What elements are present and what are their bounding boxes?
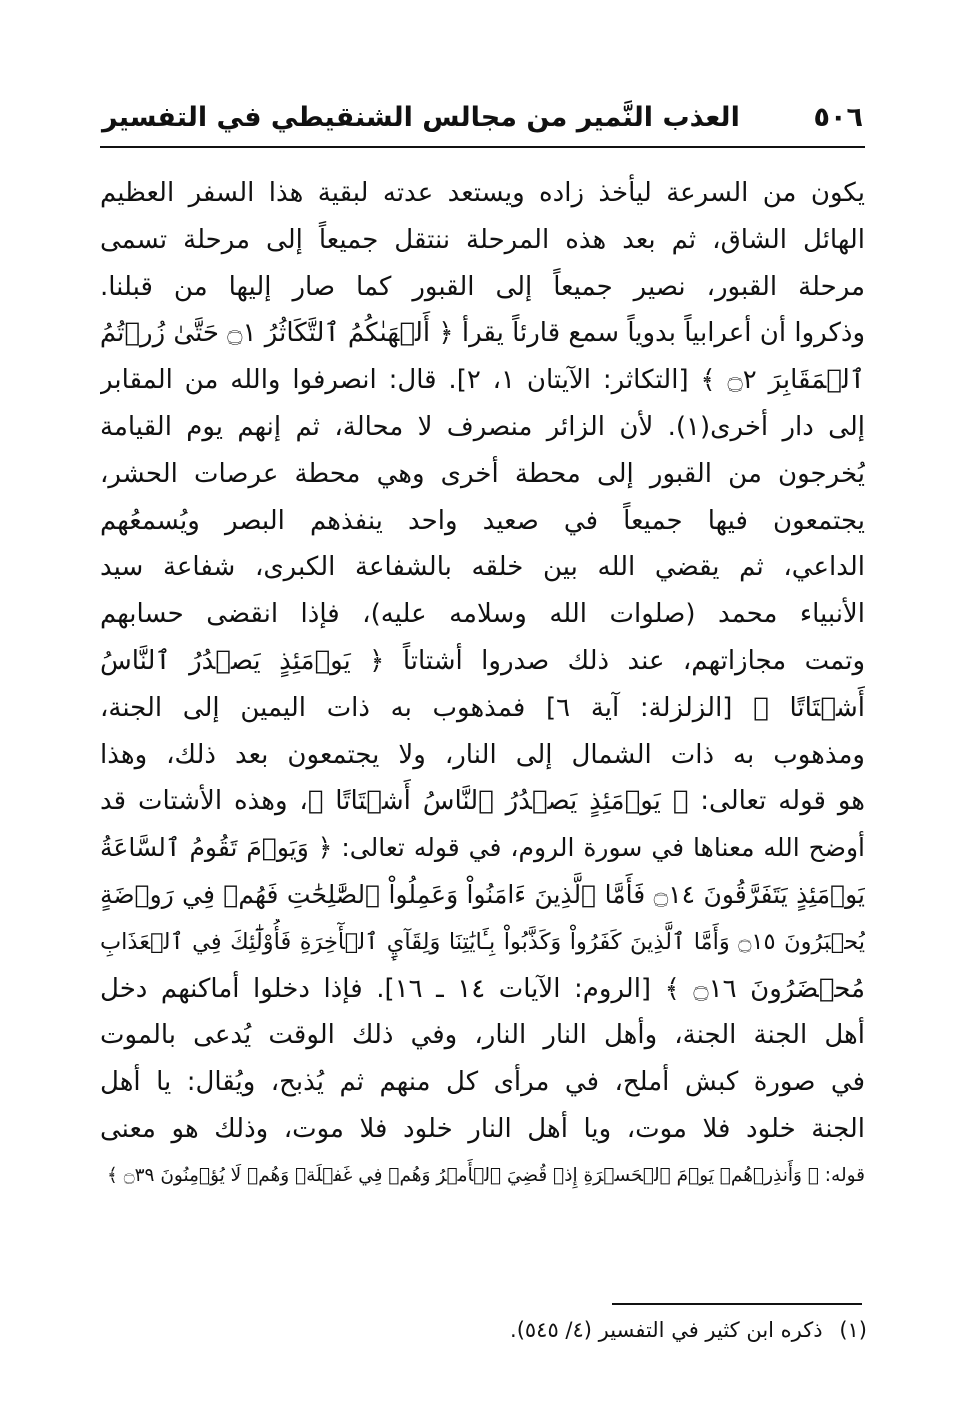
text-line: يكون من السرعة ليأخذ زاده ويستعد عدته لبقية هذا السفر العظيم — [100, 178, 865, 208]
text-line: هو قوله تعالى: ﴿ يَوۡمَئِذٍ يَصۡدُرُ ٱلنَّاسُ أَشۡتَاتًا ﴾، وهذه الأشتات قد — [100, 786, 865, 817]
page-number: ٥٠٦ — [813, 102, 863, 133]
running-title: العذب النَّمير من مجالس الشنقيطي في التفسير — [102, 102, 740, 133]
footnote-text: ذكره ابن كثير في التفسير (٤/ ٥٤٥). — [510, 1318, 823, 1342]
text-line: أَشۡتَاتًا ﴾ [الزلزلة: آية ٦] فمذهوب به ذات اليمين إلى الجنة، — [100, 692, 865, 723]
text-line: في صورة كبش أملح، في مرأى كل منهم ثم يُذبح، ويُقال: يا أهل — [100, 1067, 865, 1098]
text-line: يجتمعون فيها جميعاً في صعيد واحد ينفذهم البصر ويُسمعُهم — [100, 505, 865, 536]
footnote — [510, 1318, 867, 1342]
text-line: يُخرجون من القبور إلى محطة أخرى وهي محطة عرصات الحشر، — [100, 458, 865, 489]
text-line: أهل الجنة الجنة، وأهل النار النار، وفي ذلك الوقت يُدعى بالموت — [100, 1020, 865, 1051]
text-line: مرحلة القبور، نصير جميعاً إلى القبور كما صار إليها من قبلنا. — [100, 271, 865, 302]
text-line: إلى دار أخرى(١). لأن الزائر منصرف لا محالة، ثم إنهم يوم القيامة — [100, 411, 865, 442]
page-header — [100, 98, 865, 148]
footnote-divider — [612, 1303, 862, 1305]
text-line: الداعي، ثم يقضي الله بين خلقه بالشفاعة الكبرى، شفاعة سيد — [100, 552, 865, 583]
text-line: قوله: ﴿ وَأَنذِرۡهُمۡ يَوۡمَ ٱلۡحَسۡرَةِ إِذۡ قُضِيَ ٱلۡأَمۡرُ وَهُمۡ فِي غَفۡلَةٖ وَهُمۡ لَا يُؤۡمِنُونَ ۝٣٩ ﴾ — [107, 1164, 865, 1186]
text-line: مُحۡضَرُونَ ۝١٦ ﴾ [الروم: الآيات ١٤ ـ ١٦]. فإذا دخلوا أماكنهم دخل — [100, 973, 865, 1004]
text-line: الجنة خلود فلا موت، ويا أهل النار خلود فلا موت، وذلك هو معنى — [100, 1113, 865, 1144]
text-line: وتمت مجازاتهم، عند ذلك صدروا أشتاتاً ﴿ يَوۡمَئِذٍ يَصۡدُرُ ٱلنَّاسُ — [100, 645, 865, 676]
text-line: يَوۡمَئِذٍ يَتَفَرَّقُونَ ۝١٤ فَأَمَّا ٱلَّذِينَ ءَامَنُواْ وَعَمِلُواْ ٱلصَّٰلِحَٰتِ فَهُمۡ فِي رَوۡضَةٍ — [100, 879, 865, 909]
text-line: ومذهوب به ذات الشمال إلى النار، ولا يجتمعون بعد ذلك، وهذا — [100, 739, 865, 770]
text-line: وذكروا أن أعرابياً بدوياً سمع قارئاً يقرأ ﴿ أَلۡهَىٰكُمُ ٱلتَّكَاثُرُ ۝١ حَتَّىٰ زُرۡتُمُ — [100, 318, 865, 349]
text-line: الهائل الشاق، ثم بعد هذه المرحلة ننتقل جميعاً إلى مرحلة تسمى — [100, 224, 865, 255]
text-line: الأنبياء محمد (صلوات الله وسلامه عليه)، فإذا انقضى حسابهم — [100, 599, 865, 630]
text-line: ٱلۡمَقَابِرَ ۝٢ ﴾ [التكاثر: الآيتان ١، ٢]. قال: انصرفوا والله من المقابر — [100, 365, 865, 396]
footnote-marker: (١) — [839, 1318, 867, 1342]
body-text — [100, 170, 865, 1200]
text-line: يُحۡبَرُونَ ۝١٥ وَأَمَّا ٱلَّذِينَ كَفَرُواْ وَكَذَّبُواْ بِـَٔايَٰتِنَا وَلِقَآيِٕ ٱلۡأٓخِرَةِ فَأُوْلَٰٓئِكَ فِي ٱلۡعَذَابِ — [100, 928, 865, 955]
text-line: أوضح الله معناها في سورة الروم، في قوله تعالى: ﴿ وَيَوۡمَ تَقُومُ ٱلسَّاعَةُ — [100, 833, 865, 863]
